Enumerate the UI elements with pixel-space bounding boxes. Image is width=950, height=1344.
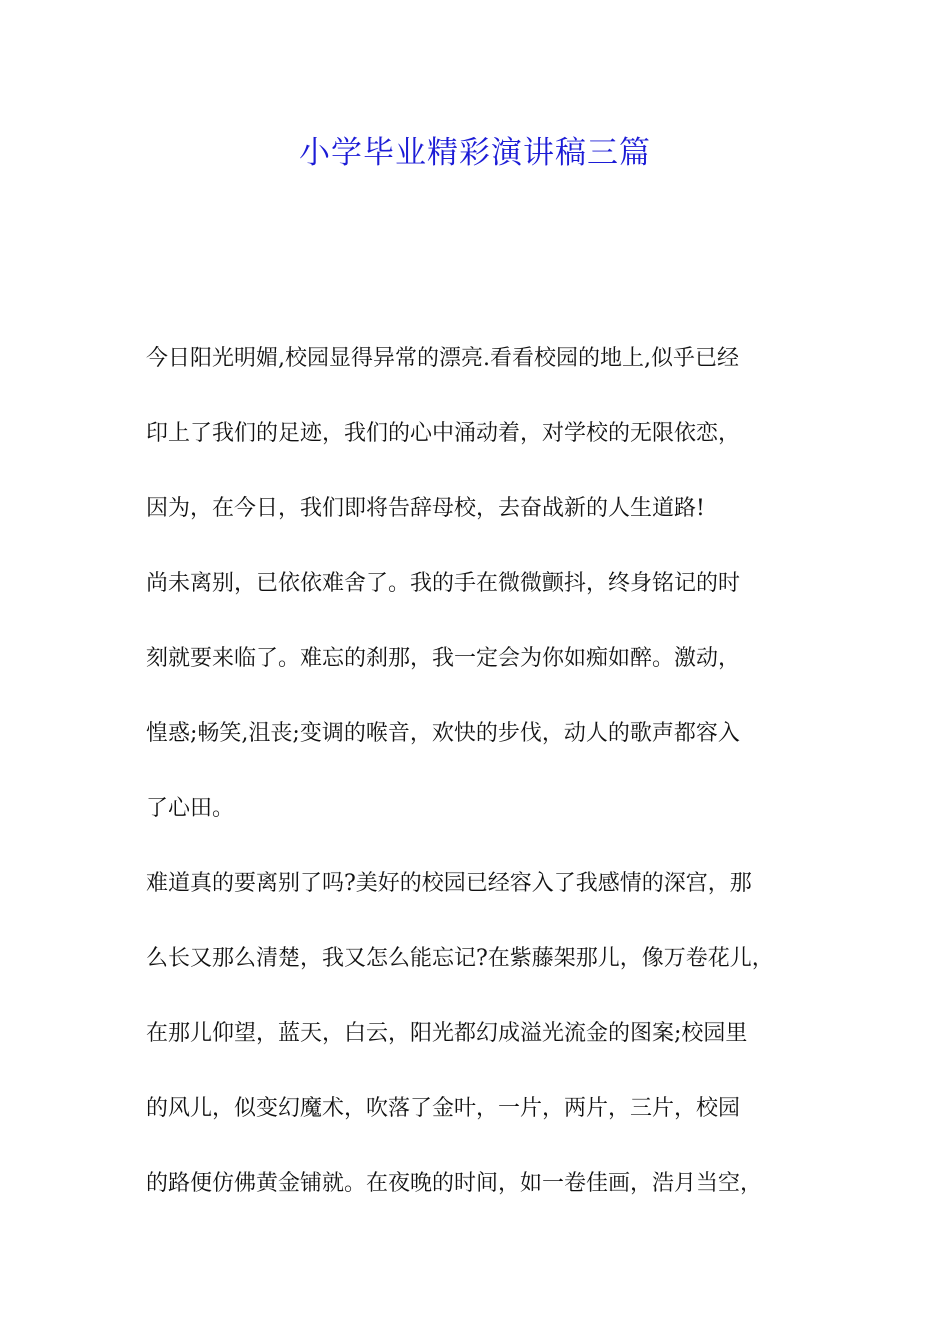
document-title: 小学毕业精彩演讲稿三篇: [299, 135, 651, 171]
text-line: 的风儿，似变幻魔术，吹落了金叶，一片，两片，三片，校园: [146, 1096, 741, 1121]
text-line: 印上了我们的足迹，我们的心中涌动着，对学校的无限依恋，: [146, 421, 741, 446]
text-line: 惶惑;畅笑,沮丧;变调的喉音，欢快的步伐，动人的歌声都容入: [146, 721, 740, 746]
text-line: 因为，在今日，我们即将告辞母校，去奋战新的人生道路!: [146, 496, 705, 521]
text-line: 的路便仿佛黄金铺就。在夜晚的时间，如一卷佳画，浩月当空，: [146, 1171, 763, 1196]
document-body: [146, 336, 836, 1236]
text-line: 刻就要来临了。难忘的刹那，我一定会为你如痴如醉。激动，: [146, 646, 741, 671]
text-line: 么长又那么清楚，我又怎么能忘记?在紫藤架那儿，像万卷花儿，: [146, 946, 774, 971]
text-line: 今日阳光明媚,校园显得异常的漂亮.看看校园的地上,似乎已经: [146, 346, 739, 371]
text-line: 了心田。: [146, 796, 235, 821]
text-line: 难道真的要离别了吗?美好的校园已经容入了我感情的深宫，那: [146, 871, 752, 896]
text-line: 尚未离别，已依依难舍了。我的手在微微颤抖，终身铭记的时: [146, 571, 741, 596]
text-line: 在那儿仰望，蓝天，白云，阳光都幻成溢光流金的图案;校园里: [146, 1021, 748, 1046]
